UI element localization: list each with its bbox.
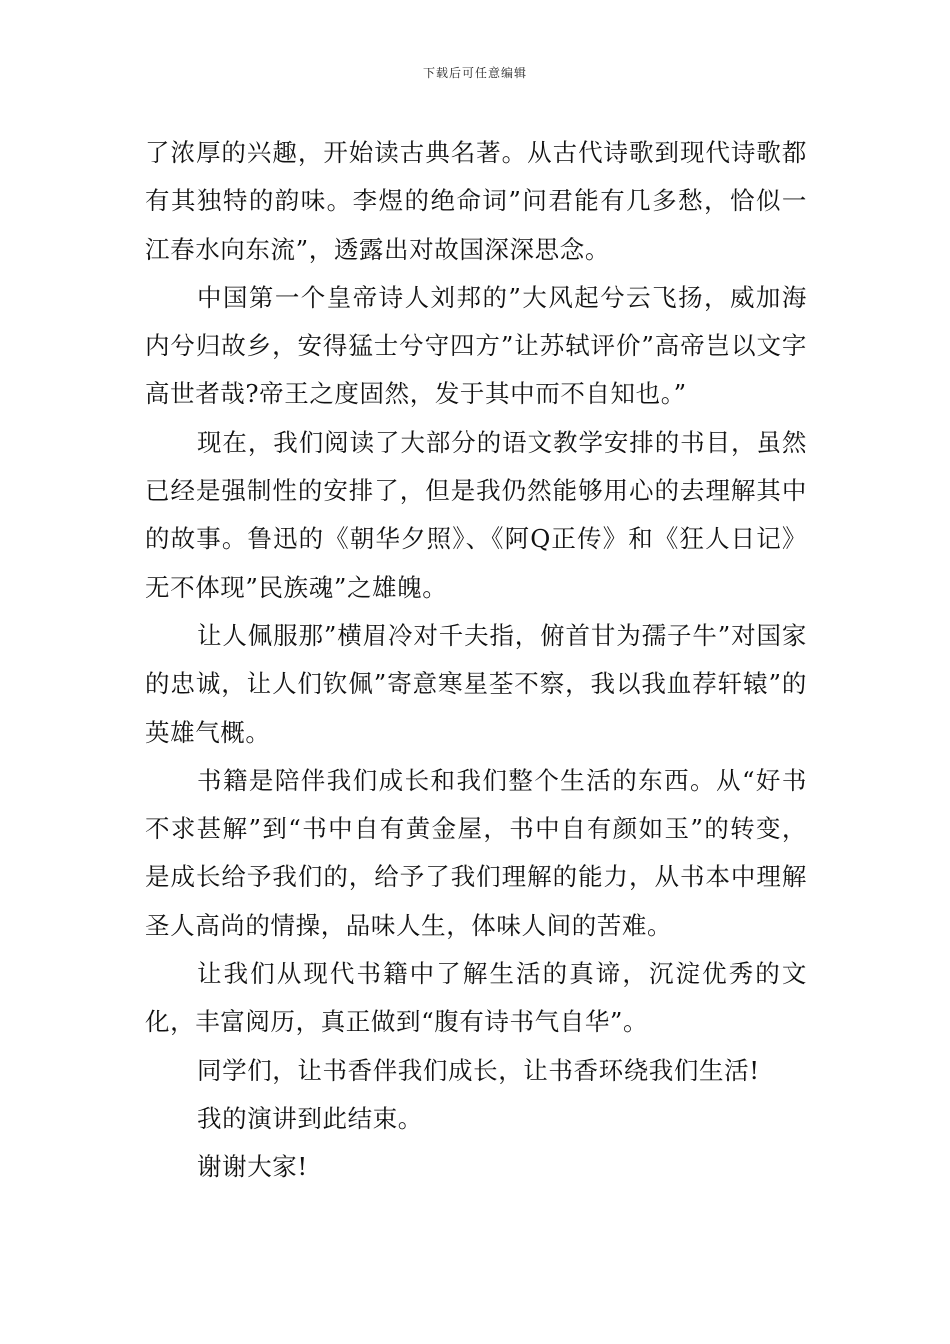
paragraph-2: 中国第一个皇帝诗人刘邦的”大风起兮云飞扬，威加海内兮归故乡，安得猛士兮守四方”让苏轼评价”高帝岂以文字高世者哉?帝王之度固然，发于其中而不自知也。” — [145, 282, 807, 409]
paragraph-1: 了浓厚的兴趣，开始读古典名著。从古代诗歌到现代诗歌都有其独特的韵味。李煜的绝命词”问君能有几多愁，恰似一江春水向东流”，透露出对故国深深思念。 — [145, 138, 807, 264]
paragraph-4: 让人佩服那”横眉冷对千夫指，俯首甘为孺子牛”对国家的忠诚，让人们钦佩”寄意寒星荃不察，我以我血荐轩辕”的英雄气概。 — [145, 620, 807, 747]
document-body — [145, 129, 807, 1192]
paragraph-7: 同学们，让书香伴我们成长，让书香环绕我们生活! — [197, 1055, 760, 1085]
paragraph-5: 书籍是陪伴我们成长和我们整个生活的东西。从“好书不求甚解”到“书中自有黄金屋，书中自有颜如玉”的转变，是成长给予我们的，给予了我们理解的能力，从书本中理解圣人高尚的情操，品味人生，体味人间的苦难。 — [145, 765, 807, 940]
paragraph-8: 我的演讲到此结束。 — [197, 1103, 423, 1133]
paragraph-6: 让我们从现代书籍中了解生活的真谛，沉淀优秀的文化，丰富阅历，真正做到“腹有诗书气自华”。 — [145, 959, 807, 1037]
paragraph-9: 谢谢大家! — [197, 1152, 308, 1182]
paragraph-3: 现在，我们阅读了大部分的语文教学安排的书目，虽然已经是强制性的安排了，但是我仍然能够用心的去理解其中的故事。鲁迅的《朝华夕照》、《阿Q正传》和《狂人日记》无不体现”民族魂”之雄魄。 — [145, 427, 807, 602]
page-header-note: 下载后可任意编辑 — [422, 66, 527, 80]
